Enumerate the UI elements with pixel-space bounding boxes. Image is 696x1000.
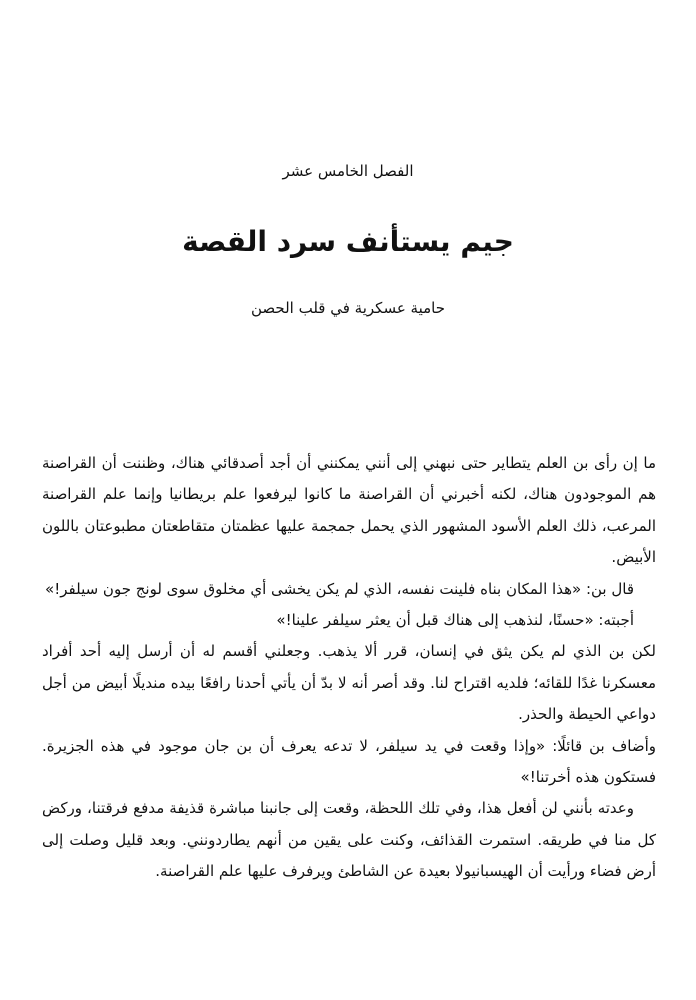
chapter-label: الفصل الخامس عشر [282, 162, 414, 180]
paragraph: ما إن رأى بن العلم يتطاير حتى نبهني إلى أنني يمكنني أن أجد أصدقائي هناك، وظننت أن القراصنة هم الموجودون هناك، لكنه أخبرني أن القراصنة ما كانوا ليرفعوا علم بريطانيا وإنما علم القراصنة المرعب، ذلك العلم الأسود المشهور الذي يحمل جمجمة عليها عظمتان متقاطعتان مطبوعتان باللون الأبيض. [42, 454, 656, 567]
paragraph: وعدته بأنني لن أفعل هذا، وفي تلك اللحظة، وقعت إلى جانبنا مباشرة قذيفة مدفع فرقتنا، وركض كل منا في طريقه. استمرت القذائف، وكنت على يقين من أنهم يطاردونني. وبعد قليل وصلت إلى أرض فضاء ورأيت أن الهيسبانيولا بعيدة عن الشاطئ ويرفرف عليها علم القراصنة. [42, 799, 656, 881]
chapter-subtitle: حامية عسكرية في قلب الحصن [250, 299, 445, 317]
paragraph: قال بن: «هذا المكان بناه فلينت نفسه، الذي لم يكن يخشى أي مخلوق سوى لونج جون سيلفر!» [45, 579, 634, 598]
paragraph: أجبته: «حسنًا، لنذهب إلى هناك قبل أن يعثر سيلفر علينا!» [276, 611, 634, 630]
paragraph: لكن بن الذي لم يكن يثق في إنسان، قرر ألا يذهب. وجعلني أقسم له أن أرسل إليه أحد أفراد معسكرنا غدًا للقائه؛ فلديه اقتراح لنا. وقد أصر أنه لا بدّ أن يأتي أحدنا رافعًا بيده منديلًا أبيض من أجل دواعي الحيطة والحذر. [42, 642, 656, 724]
body-text [42, 448, 656, 888]
chapter-title: جيم يستأنف سرد القصة [182, 225, 514, 258]
paragraph: وأضاف بن قائلًا: «وإذا وقعت في يد سيلفر، لا تدعه يعرف أن بن جان موجود في هذه الجزيرة. فستكون هذه أخرتنا!» [42, 736, 656, 787]
